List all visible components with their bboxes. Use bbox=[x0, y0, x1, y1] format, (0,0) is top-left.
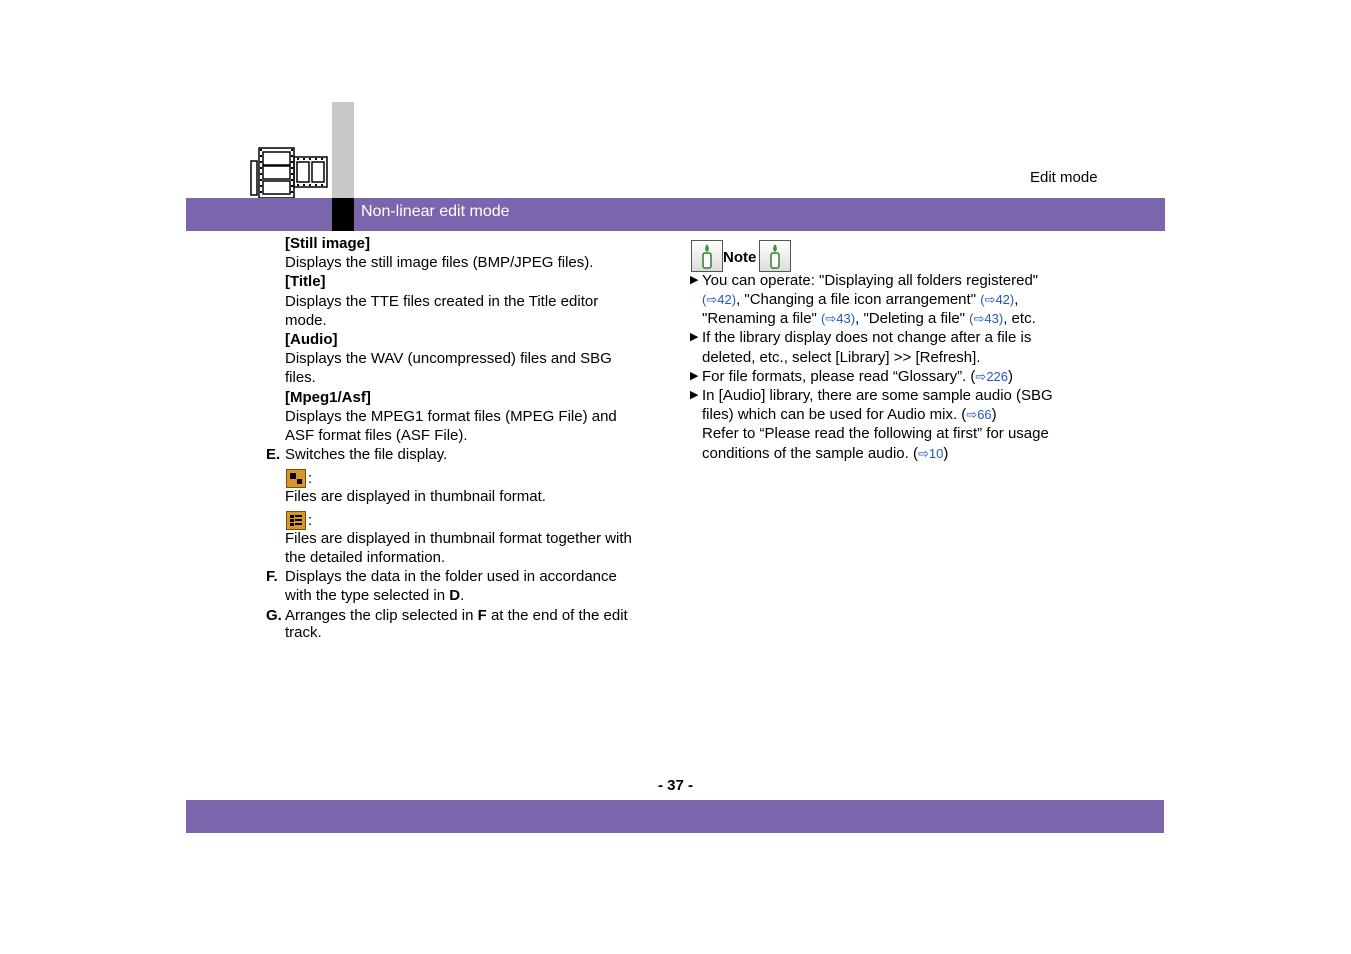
note-b4-text: files) which can be used for Audio mix. ( bbox=[702, 406, 967, 423]
arrow-icon: ⇨ bbox=[917, 446, 929, 461]
page-number: - 37 - bbox=[657, 777, 693, 794]
arrow-icon: ⇨ bbox=[973, 311, 985, 326]
note-b4-line3: Refer to “Please read the following at first” for usage bbox=[702, 425, 1049, 442]
item-f-line1: Displays the data in the folder used in accordance bbox=[285, 568, 617, 585]
audio-label: [Audio] bbox=[285, 331, 338, 348]
note-b1-line3 bbox=[702, 309, 1036, 328]
item-g-text-c: at the end of the edit bbox=[486, 607, 628, 624]
detail-colon: : bbox=[308, 512, 313, 529]
note-b4-line4 bbox=[702, 444, 948, 463]
item-f-ref-d: D bbox=[449, 587, 461, 604]
item-g-marker: G. bbox=[266, 607, 282, 624]
note-b1-rename: "Renaming a file" bbox=[702, 310, 822, 327]
page-title: Non-linear edit mode bbox=[361, 203, 510, 220]
link-42-a[interactable]: (⇨42) bbox=[702, 292, 737, 307]
title-label: [Title] bbox=[285, 273, 326, 290]
link-10[interactable]: ⇨10 bbox=[917, 446, 944, 461]
detail-desc-line2: the detailed information. bbox=[285, 549, 446, 566]
mpeg-desc-line1: Displays the MPEG1 format files (MPEG File) and bbox=[285, 408, 617, 425]
note-b3-close: ) bbox=[1008, 368, 1014, 385]
note-b3-line1 bbox=[702, 367, 1013, 386]
still-image-label: [Still image] bbox=[285, 235, 371, 252]
note-b4-text2: conditions of the sample audio. ( bbox=[702, 445, 918, 462]
still-image-desc: Displays the still image files (BMP/JPEG files). bbox=[285, 254, 594, 271]
note-b4-line1: In [Audio] library, there are some sample audio (SBG bbox=[702, 387, 1053, 404]
thumbnail-colon: : bbox=[308, 470, 313, 487]
item-g-line1 bbox=[285, 606, 628, 625]
note-b4-close: ) bbox=[991, 406, 997, 423]
item-f-line2 bbox=[285, 586, 464, 605]
audio-desc-line2: files. bbox=[285, 369, 316, 386]
note-b2-line1: If the library display does not change after a file is bbox=[702, 329, 1032, 346]
header-black-tab bbox=[332, 198, 354, 231]
item-g-ref-f: F bbox=[477, 607, 487, 624]
note-b4-line2 bbox=[702, 405, 997, 424]
note-candle-icon bbox=[691, 240, 723, 272]
link-43-a[interactable]: (⇨43) bbox=[821, 311, 856, 326]
link-42-b[interactable]: (⇨42) bbox=[980, 292, 1015, 307]
thumbnail-view-icon bbox=[286, 469, 306, 488]
arrow-icon: ⇨ bbox=[706, 292, 718, 307]
bullet-icon: ▶ bbox=[690, 274, 699, 286]
note-b3-text: For file formats, please read “Glossary”. ( bbox=[702, 368, 976, 385]
arrow-icon: ⇨ bbox=[966, 407, 978, 422]
arrow-icon: ⇨ bbox=[825, 311, 837, 326]
bullet-icon: ▶ bbox=[690, 370, 699, 382]
bullet-icon: ▶ bbox=[690, 389, 699, 401]
link-226[interactable]: ⇨226 bbox=[975, 369, 1009, 384]
note-b1-line1: You can operate: "Displaying all folders registered" bbox=[702, 272, 1039, 289]
item-g-line2: track. bbox=[285, 624, 322, 641]
note-b2-line2: deleted, etc., select [Library] >> [Refresh]. bbox=[702, 349, 981, 366]
arrow-icon: ⇨ bbox=[984, 292, 996, 307]
note-label: Note bbox=[723, 249, 757, 266]
item-f-line2-text: with the type selected in bbox=[285, 587, 450, 604]
link-43-b[interactable]: (⇨43) bbox=[969, 311, 1004, 326]
note-b1-etc: , etc. bbox=[1003, 310, 1036, 327]
note-b1-mid: , "Changing a file icon arrangement" bbox=[736, 291, 981, 308]
item-e-marker: E. bbox=[266, 446, 281, 463]
detail-view-icon bbox=[286, 511, 306, 530]
detail-desc-line1: Files are displayed in thumbnail format together with bbox=[285, 530, 632, 547]
note-b1-comma: , bbox=[1014, 291, 1019, 308]
footer-band bbox=[186, 800, 1164, 833]
item-f-marker: F. bbox=[266, 568, 278, 585]
section-label: Edit mode bbox=[1030, 169, 1098, 186]
mpeg-desc-line2: ASF format files (ASF File). bbox=[285, 427, 468, 444]
item-g-text-a: Arranges the clip selected in bbox=[285, 607, 478, 624]
item-e-text: Switches the file display. bbox=[285, 446, 448, 463]
mpeg-label: [Mpeg1/Asf] bbox=[285, 389, 371, 406]
item-f-period: . bbox=[460, 587, 465, 604]
bullet-icon: ▶ bbox=[690, 331, 699, 343]
title-desc-line2: mode. bbox=[285, 312, 327, 329]
title-desc-line1: Displays the TTE files created in the Title editor bbox=[285, 293, 599, 310]
header-grey-tab bbox=[332, 102, 354, 198]
note-b1-line2 bbox=[702, 290, 1018, 309]
audio-desc-line1: Displays the WAV (uncompressed) files and SBG bbox=[285, 350, 612, 367]
film-strip-icon bbox=[250, 147, 330, 199]
link-66[interactable]: ⇨66 bbox=[966, 407, 992, 422]
arrow-icon: ⇨ bbox=[975, 369, 987, 384]
note-b4-close2: ) bbox=[943, 445, 949, 462]
note-b1-delete: , "Deleting a file" bbox=[855, 310, 970, 327]
thumbnail-desc: Files are displayed in thumbnail format. bbox=[285, 488, 546, 505]
note-candle-icon-right bbox=[759, 240, 791, 272]
